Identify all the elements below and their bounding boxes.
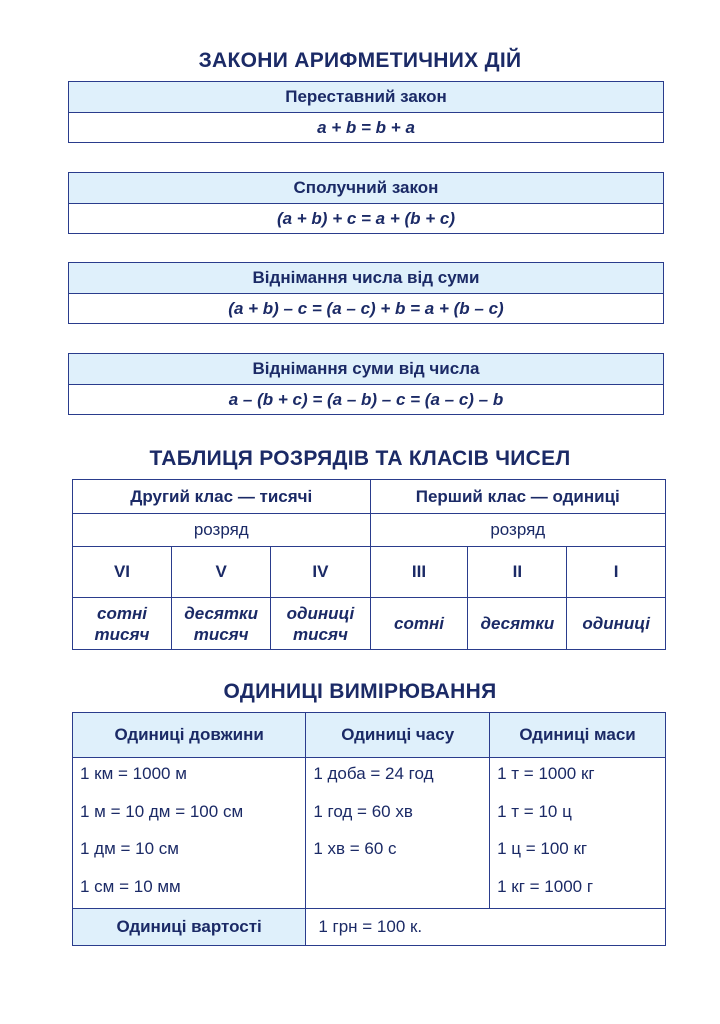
units-table [72,712,666,946]
length-unit: 1 м = 10 дм = 100 см [80,801,244,821]
law-formula: a – (b + c) = (a – b) – c = (a – c) – b [228,390,504,409]
mass-unit: 1 т = 1000 кг [497,764,595,783]
header-mass: Одиниці маси [490,713,666,758]
law-name: Сполучний закон [69,173,663,204]
mass-unit: 1 кг = 1000 г [497,876,594,896]
length-unit: 1 см = 10 мм [80,876,181,896]
time-unit: 1 хв = 60 с [313,839,397,858]
law-box-commutative [68,81,664,143]
length-units-cell [73,758,306,909]
units-title: ОДИНИЦІ ВИМІРЮВАННЯ [223,680,497,703]
law-formula: a + b = b + a [317,118,415,137]
rank-name: сотні [370,598,468,650]
rank-name: десятки тисяч [171,598,270,650]
rank-numeral: I [567,547,666,598]
length-unit: 1 км = 1000 м [80,764,187,783]
length-unit: 1 дм = 10 см [80,839,179,858]
law-box-associative [68,172,664,234]
rank-name: сотні тисяч [73,598,172,650]
header-length: Одиниці довжини [73,713,306,758]
rank-numeral: VI [73,547,172,598]
class-header-thousands: Другий клас — тисячі [73,480,371,514]
ranks-table [72,479,666,650]
mass-unit: 1 т = 10 ц [497,801,572,821]
cost-value: 1 грн = 100 к. [306,909,666,946]
ranks-title: ТАБЛИЦЯ РОЗРЯДІВ ТА КЛАСІВ ЧИСЕЛ [149,447,571,470]
rank-label: розряд [370,514,665,547]
mass-unit: 1 ц = 100 кг [497,839,588,858]
class-header-units: Перший клас — одиниці [370,480,665,514]
rank-label: розряд [73,514,371,547]
mass-units-cell [490,758,666,909]
rank-numeral: V [171,547,270,598]
rank-numeral: IV [271,547,370,598]
law-name: Віднімання числа від суми [69,263,663,294]
law-box-subtract-sum-from-number [68,353,664,415]
time-unit: 1 год = 60 хв [313,801,413,821]
laws-title: ЗАКОНИ АРИФМЕТИЧНИХ ДІЙ [198,49,522,72]
rank-name: одиниці [567,598,666,650]
law-box-subtract-number-from-sum [68,262,664,324]
law-formula: (a + b) – c = (a – c) + b = a + (b – c) [228,299,504,318]
rank-numeral: II [468,547,567,598]
law-name: Віднімання суми від числа [69,354,663,385]
rank-numeral: III [370,547,468,598]
law-formula: (a + b) + c = a + (b + c) [276,209,456,228]
rank-name: одиниці тисяч [271,598,370,650]
time-unit: 1 доба = 24 год [313,764,434,783]
rank-name: десятки [468,598,567,650]
header-cost: Одиниці вартості [73,909,306,946]
header-time: Одиниці часу [306,713,490,758]
law-name: Переставний закон [69,82,663,113]
time-units-cell [306,758,490,909]
